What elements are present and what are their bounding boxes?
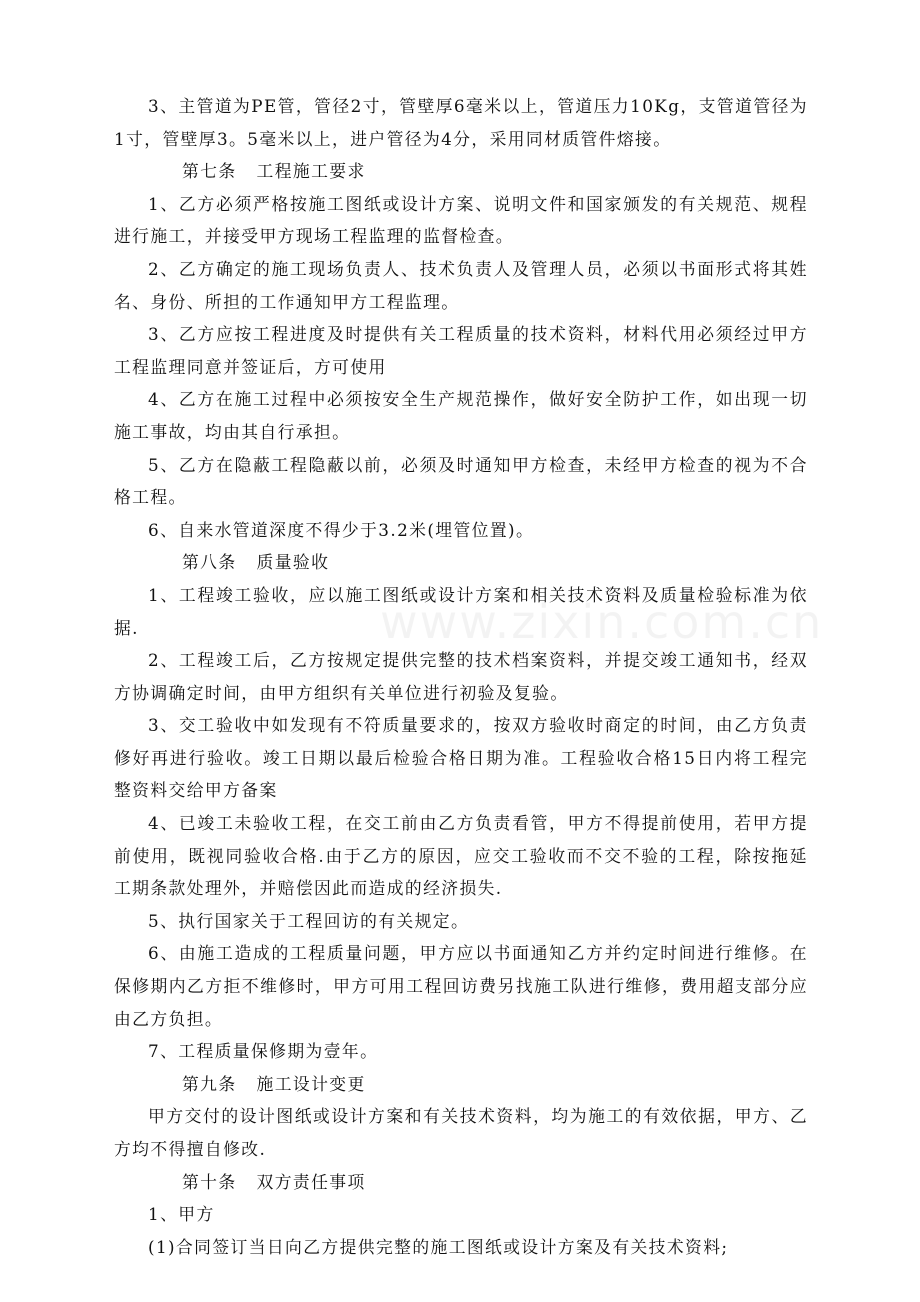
- paragraph-7-6: 6、自来水管道深度不得少于3.2米(埋管位置)。: [148, 519, 535, 540]
- paragraph-pipe-spec: 3、主管道为PE管，管径2寸，管壁厚6毫米以上，管道压力10Kg，支管道管径为1寸，管壁厚3。5毫米以上，进户管径为4分，采用同材质管件熔接。: [114, 96, 808, 149]
- paragraph-7-3: 3、乙方应按工程进度及时提供有关工程质量的技术资料，材料代用必须经过甲方工程监理同意并签证后，方可使用: [114, 324, 808, 377]
- paragraph-8-1: 1、工程竣工验收，应以施工图纸或设计方案和相关技术资料及质量检验标准为依据.: [114, 584, 808, 638]
- article-8-heading: [114, 546, 808, 579]
- paragraph-7-5: 5、乙方在隐蔽工程隐蔽以前，必须及时通知甲方检查，未经甲方检查的视为不合格工程。: [114, 454, 808, 508]
- document-body: [114, 90, 808, 1263]
- article-7-title: 工程施工要求: [256, 161, 366, 182]
- paragraph-7-4: 4、乙方在施工过程中必须按安全生产规范操作，做好安全防护工作，如出现一切施工事故，均由其自行承担。: [114, 389, 808, 442]
- paragraph-10-1-1: (1)合同签订当日向乙方提供完整的施工图纸或设计方案及有关技术资料;: [148, 1236, 729, 1257]
- article-9-heading: [114, 1068, 808, 1101]
- paragraph-8-5: 5、执行国家关于工程回访的有关规定。: [148, 910, 470, 931]
- article-8-number: 第八条: [182, 552, 237, 573]
- article-10-title: 双方责任事项: [256, 1171, 366, 1192]
- paragraph-8-6: 6、由施工造成的工程质量问题，甲方应以书面通知乙方并约定时间进行维修。在保修期内乙方拒不维修时，甲方可用工程回访费另找施工队进行维修，费用超支部分应由乙方负担。: [114, 943, 808, 1029]
- paragraph-9-1: 甲方交付的设计图纸或设计方案和有关技术资料，均为施工的有效依据，甲方、乙方均不得擅自修改.: [114, 1106, 808, 1159]
- article-10-heading: [114, 1166, 808, 1199]
- article-10-number: 第十条: [182, 1171, 237, 1192]
- paragraph-7-1: 1、乙方必须严格按施工图纸或设计方案、说明文件和国家颁发的有关规范、规程进行施工，并接受甲方现场工程监理的监督检查。: [114, 193, 808, 247]
- article-9-number: 第九条: [182, 1073, 237, 1094]
- article-8-title: 质量验收: [256, 552, 330, 573]
- paragraph-8-4: 4、已竣工未验收工程，在交工前由乙方负责看管，甲方不得提前使用，若甲方提前使用，既视同验收合格.由于乙方的原因，应交工验收而不交不验的工程，除按拖延工期条款处理外，并赔偿因此而造成的经济损失.: [114, 813, 808, 899]
- article-9-title: 施工设计变更: [256, 1073, 366, 1094]
- paragraph-8-7: 7、工程质量保修期为壹年。: [148, 1041, 379, 1062]
- paragraph-7-2: 2、乙方确定的施工现场负责人、技术负责人及管理人员，必须以书面形式将其姓名、身份、所担的工作通知甲方工程监理。: [114, 258, 808, 312]
- article-7-heading: [114, 155, 808, 188]
- article-7-number: 第七条: [182, 161, 237, 182]
- paragraph-8-3: 3、交工验收中如发现有不符质量要求的，按双方验收时商定的时间，由乙方负责修好再进行验收。竣工日期以最后检验合格日期为准。工程验收合格15日内将工程完整资料交给甲方备案: [114, 715, 808, 801]
- paragraph-10-1: 1、甲方: [148, 1204, 215, 1225]
- paragraph-8-2: 2、工程竣工后，乙方按规定提供完整的技术档案资料，并提交竣工通知书，经双方协调确定时间，由甲方组织有关单位进行初验及复验。: [114, 650, 808, 703]
